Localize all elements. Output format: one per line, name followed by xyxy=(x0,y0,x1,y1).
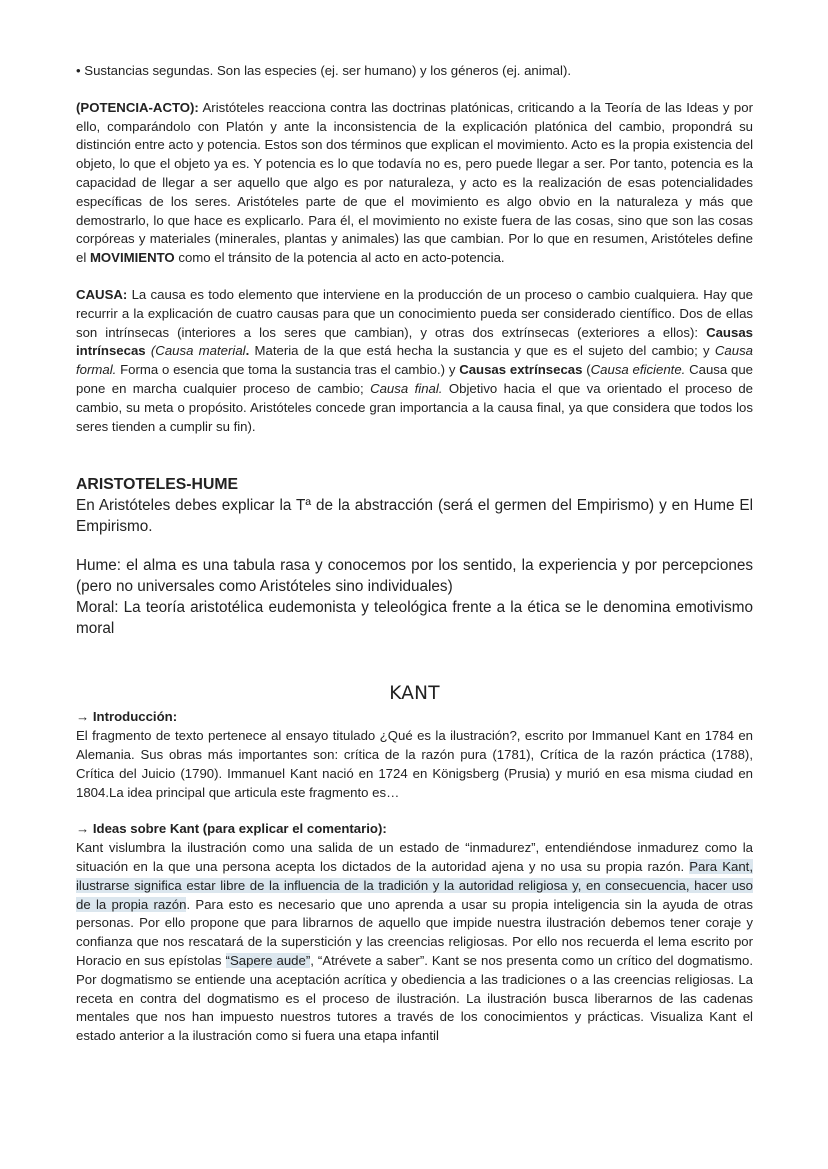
moral-paragraph: Moral: La teoría aristotélica eudemonista y teleológica frente a la ética se le denomina emotivismo moral xyxy=(76,599,753,638)
movimiento-term: MOVIMIENTO xyxy=(89,250,175,266)
highlight-ilustrarse: Para Kant, ilustrarse significa estar libre de la influencia de la tradición y la autoridad religiosa y, en consecuencia, hacer uso de la propia razón xyxy=(76,858,754,912)
highlight-sapere-aude: “Sapere aude” xyxy=(225,952,311,968)
causa-heading: CAUSA: xyxy=(76,286,128,302)
hume-alma-paragraph: Hume: el alma es una tabula rasa y conocemos por los sentido, la experiencia y por percepciones (pero no universales como Aristóteles sino individuales) xyxy=(76,557,753,596)
causa-paragraph: CAUSA: La causa es todo elemento que interviene en la producción de un proceso o cambio cualquiera. Hay que recurrir a la explicación de cuatro causas para que un conocimiento pueda ser considerado científico. Dos de ellas son intrínsecas (interiores a los seres que cambian), y otras dos extrínsecas (exteriores a ellos): Causas intrínsecas (Causa material. Materia de la que está hecha la sustancia y que es el sujeto del cambio; y Causa formal. Forma o esencia que toma la sustancia tras el cambio.) y Causas extrínsecas (Causa eficiente. Causa que pone en marcha cualquier proceso de cambio; Causa final. Objetivo hacia el que va orientado el proceso de cambio, su meta o propósito. Aristóteles concede gran importancia a la causa final, ya que considera que todos los seres tienden a cumplir su fin). xyxy=(76,286,754,434)
document-page xyxy=(76,62,753,1046)
introduccion-paragraph: El fragmento de texto pertenece al ensayo titulado ¿Qué es la ilustración?, escrito por Immanuel Kant en 1784 en Alemania. Sus obras más importantes son: crítica de la razón pura (1781), Crítica de la razón práctica (1788), Crítica del Juicio (1790). Immanuel Kant nació en 1724 en Königsberg (Prusia) y murió en esa misma ciudad en 1804.La idea principal que articula este fragmento es… xyxy=(76,728,753,800)
aristoteles-hume-intro: En Aristóteles debes explicar la Tª de la abstracción (será el germen del Empirismo) y en Hume El Empirismo. xyxy=(76,497,753,536)
introduccion-heading: → Introducción: xyxy=(76,709,178,725)
sustancias-segundas-item: • Sustancias segundas. Son las especies (ej. ser humano) y los géneros (ej. animal). xyxy=(76,63,572,78)
causa-eficiente-term: Causa eficiente. xyxy=(590,362,686,378)
kant-title: KANT xyxy=(389,683,440,705)
ideas-kant-heading: → Ideas sobre Kant (para explicar el comentario): xyxy=(76,821,387,837)
causa-formal-term: Causa formal. xyxy=(76,343,753,378)
ideas-kant-paragraph: Kant vislumbra la ilustración como una salida de un estado de “inmadurez”, entendiéndose inmadurez como la situación en la que una persona acepta los dictados de la autoridad ajena y no usa su propia razón. Para Kant, ilustrarse significa estar libre de la influencia de la tradición y la autoridad religiosa y, en consecuencia, hacer uso de la propia razón. Para esto es necesario que uno aprenda a usar su propia inteligencia sin la ayuda de otras personas. Por ello propone que para librarnos de aquello que impide nuestra ilustración debemos tener coraje y confianza que nos rescatará de la superstición y las creencias religiosas. Por ello nos recuerda el lema escrito por Horacio en sus epístolas “Sapere aude”, “Atrévete a saber”. Kant se nos presenta como un crítico del dogmatismo. Por dogmatismo se entiende una aceptación acrítica y obediencia a las tradiciones o a las creencias religiosas. La receta en contra del dogmatismo es el proceso de ilustración. La ilustración busca liberarnos de las cadenas mentales que nos han impuesto nuestros tutores a través de los conocimientos y prácticas. Visualiza Kant el estado anterior a la ilustración como si fuera una etapa infantil xyxy=(76,840,754,1044)
potencia-acto-paragraph: (POTENCIA-ACTO): Aristóteles reacciona contra las doctrinas platónicas, criticando a la Teoría de las Ideas y por ello, comparándolo con Platón y ante la inconsistencia de la explicación platónica del cambio, propondrá su distinción entre acto y potencia. Estos son dos términos que explican el movimiento. Acto es la propia existencia del objeto, lo que el objeto ya es. Y potencia es lo que todavía no es, pero puede llegar a ser. Por tanto, potencia es la capacidad de llegar a ser aquello que algo es por naturaleza, y acto es la realización de esas potencialidades específicas de los seres. Aristóteles parte de que el movimiento es algo obvio en la naturaleza y más que demostrarlo, lo que hace es explicarlo. Para él, el movimiento no existe fuera de las cosas, sino que son las cosas corpóreas y materiales (minerales, plantas y animales) las que cambian. Por lo que en resumen, Aristóteles define el MOVIMIENTO como el tránsito de la potencia al acto en acto-potencia. xyxy=(76,99,753,266)
potencia-acto-heading: (POTENCIA-ACTO): xyxy=(76,99,199,115)
causas-extrinsecas-term: Causas extrínsecas xyxy=(459,362,583,378)
causa-final-term: Causa final. xyxy=(370,380,443,396)
aristoteles-hume-heading: ARISTOTELES-HUME xyxy=(76,476,239,494)
causa-material-term: (Causa material xyxy=(145,343,246,359)
causas-intrinsecas-term: Causas intrínsecas xyxy=(76,324,753,359)
